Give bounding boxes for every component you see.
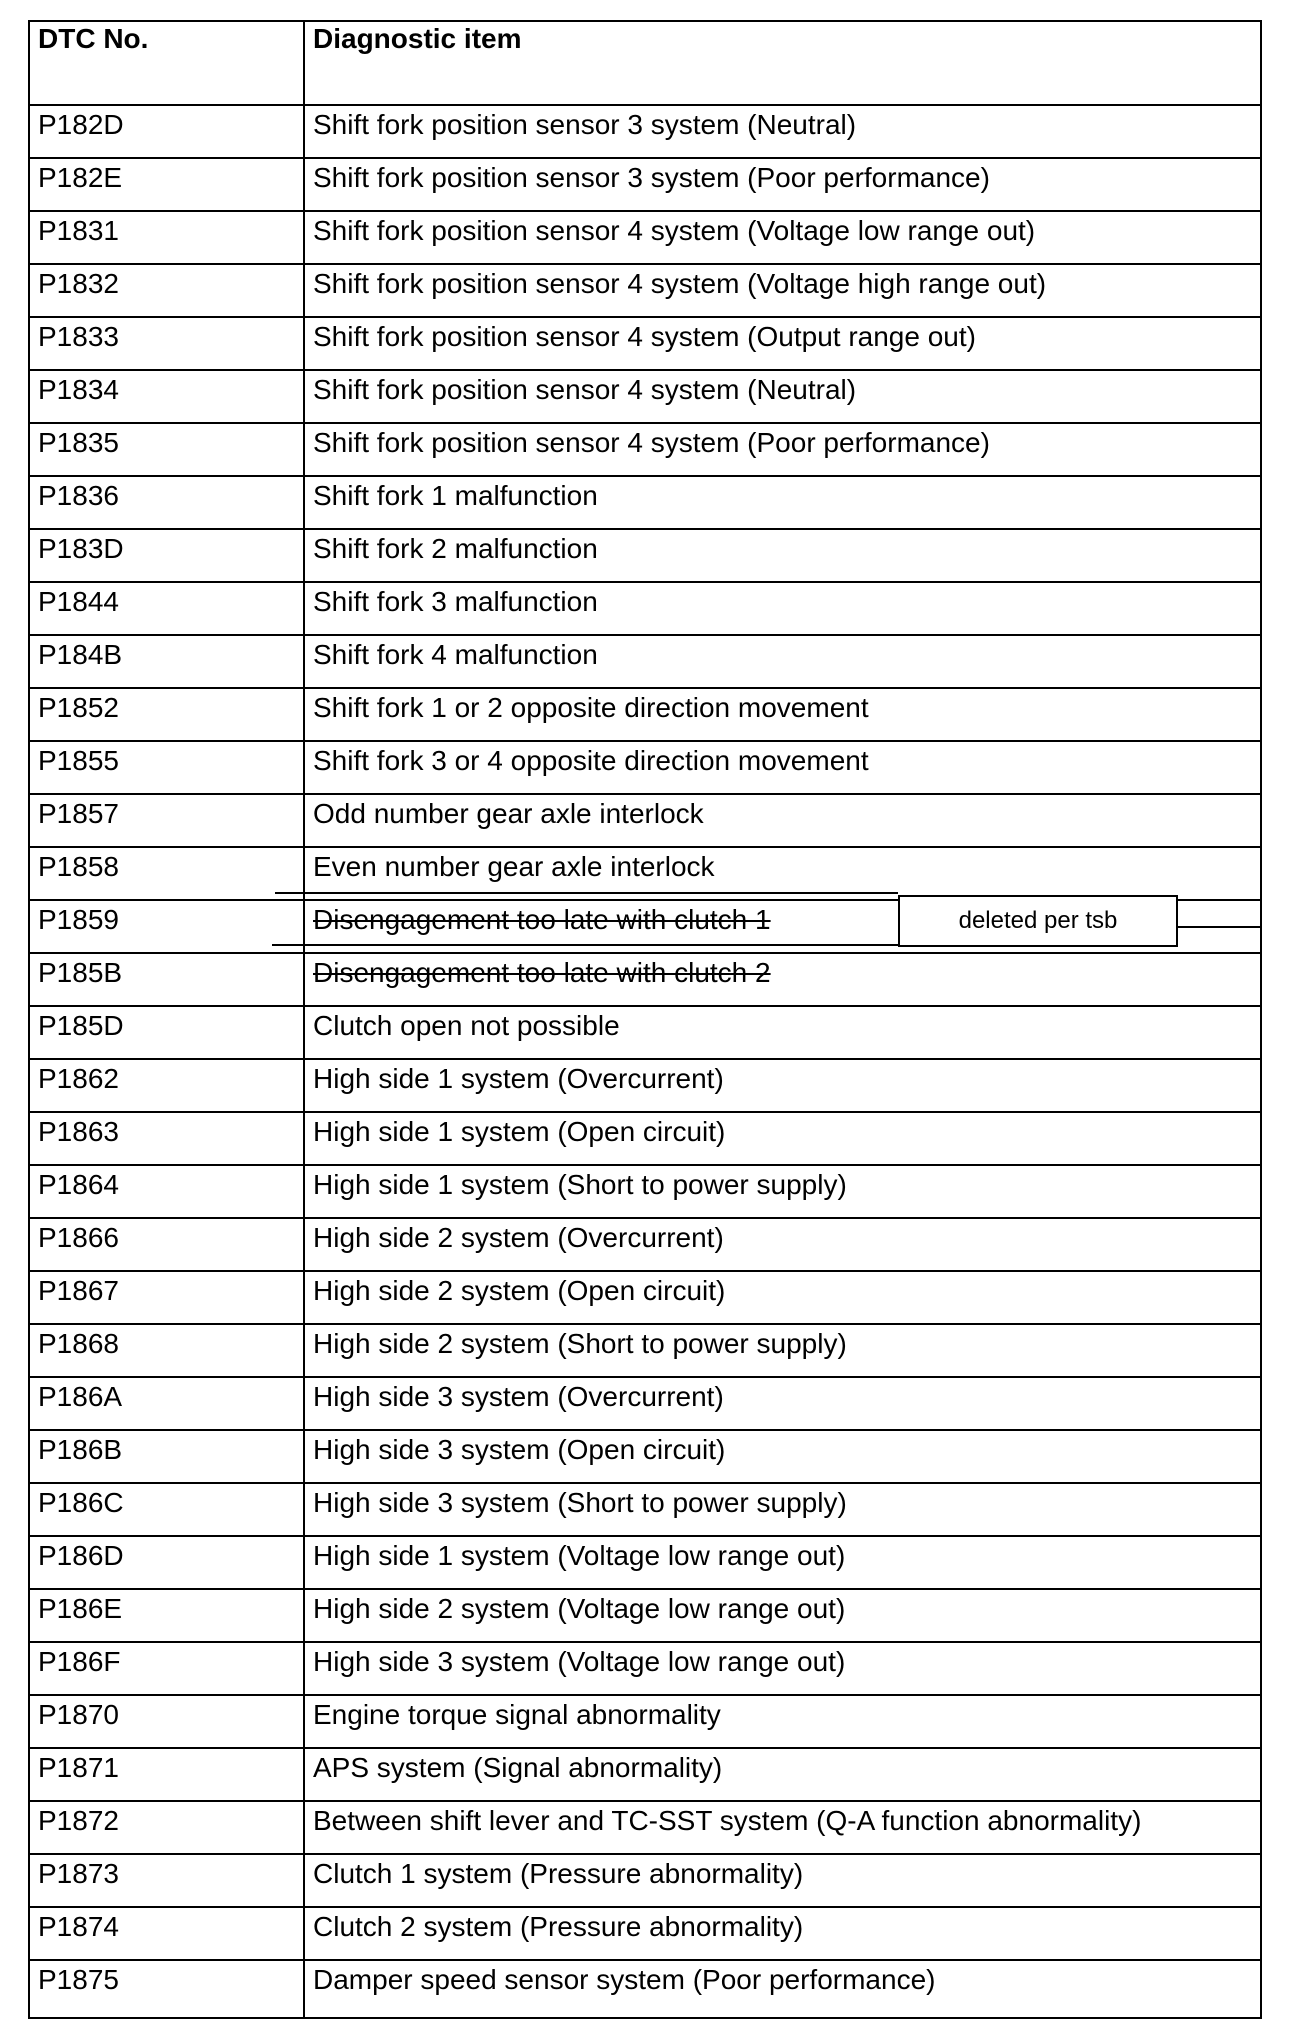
dtc-code-cell: P1866 <box>29 1218 304 1271</box>
diagnostic-item-cell-deleted: Disengagement too late with clutch 1 <box>304 900 1261 953</box>
table-row <box>29 1006 1261 1059</box>
diagnostic-item-cell: Shift fork position sensor 4 system (Neutral) <box>304 370 1261 423</box>
table-row <box>29 1271 1261 1324</box>
diagnostic-item-cell: Clutch 1 system (Pressure abnormality) <box>304 1854 1261 1907</box>
diagnostic-item-cell: Shift fork 3 malfunction <box>304 582 1261 635</box>
diagnostic-item-cell: High side 2 system (Short to power supply) <box>304 1324 1261 1377</box>
diagnostic-item-cell: Shift fork position sensor 4 system (Voltage low range out) <box>304 211 1261 264</box>
table-row <box>29 158 1261 211</box>
table-row <box>29 1854 1261 1907</box>
dtc-code-cell: P1874 <box>29 1907 304 1960</box>
dtc-code-cell: P1852 <box>29 688 304 741</box>
diagnostic-item-cell: High side 1 system (Short to power supply) <box>304 1165 1261 1218</box>
table-row <box>29 582 1261 635</box>
dtc-code-cell: P185D <box>29 1006 304 1059</box>
diagnostic-item-cell: Damper speed sensor system (Poor performance) <box>304 1960 1261 2018</box>
table-row <box>29 423 1261 476</box>
diagnostic-item-cell: High side 3 system (Overcurrent) <box>304 1377 1261 1430</box>
diagnostic-item-cell: High side 2 system (Open circuit) <box>304 1271 1261 1324</box>
table-row <box>29 1059 1261 1112</box>
diagnostic-item-cell: Even number gear axle interlock <box>304 847 1261 900</box>
dtc-code-cell: P1855 <box>29 741 304 794</box>
diagnostic-item-cell: High side 1 system (Overcurrent) <box>304 1059 1261 1112</box>
diagnostic-item-cell: Shift fork 4 malfunction <box>304 635 1261 688</box>
dtc-code-cell: P1863 <box>29 1112 304 1165</box>
dtc-code-cell: P1834 <box>29 370 304 423</box>
diagnostic-item-cell: High side 2 system (Overcurrent) <box>304 1218 1261 1271</box>
dtc-code-cell: P182D <box>29 105 304 158</box>
diagnostic-item-cell: Shift fork position sensor 3 system (Poor performance) <box>304 158 1261 211</box>
table-row <box>29 370 1261 423</box>
table-row <box>29 1907 1261 1960</box>
table-row <box>29 847 1261 900</box>
dtc-code-cell: P1870 <box>29 1695 304 1748</box>
dtc-code-cell: P1867 <box>29 1271 304 1324</box>
diagnostic-item-cell: High side 1 system (Voltage low range out) <box>304 1536 1261 1589</box>
diagnostic-item-cell: Shift fork 1 or 2 opposite direction movement <box>304 688 1261 741</box>
table-row <box>29 1801 1261 1854</box>
table-row <box>29 1112 1261 1165</box>
dtc-code-cell: P1832 <box>29 264 304 317</box>
diagnostic-item-cell: High side 3 system (Open circuit) <box>304 1430 1261 1483</box>
table-row <box>29 688 1261 741</box>
dtc-code-cell: P1875 <box>29 1960 304 2018</box>
table-row <box>29 1165 1261 1218</box>
table-row <box>29 741 1261 794</box>
table-row <box>29 1536 1261 1589</box>
table-row <box>29 1483 1261 1536</box>
diagnostic-item-cell: High side 2 system (Voltage low range out) <box>304 1589 1261 1642</box>
table-row <box>29 529 1261 582</box>
dtc-code-cell: P1858 <box>29 847 304 900</box>
table-row <box>29 476 1261 529</box>
table-row <box>29 317 1261 370</box>
diagnostic-item-cell: Shift fork 1 malfunction <box>304 476 1261 529</box>
diagnostic-item-cell-deleted: Disengagement too late with clutch 2 <box>304 953 1261 1006</box>
dtc-code-cell: P1859 <box>29 900 304 953</box>
dtc-code-cell: P186F <box>29 1642 304 1695</box>
deleted-per-tsb-note: deleted per tsb <box>898 895 1178 947</box>
diagnostic-item-cell: Shift fork position sensor 4 system (Voltage high range out) <box>304 264 1261 317</box>
dtc-code-cell: P185B <box>29 953 304 1006</box>
table-row <box>29 1642 1261 1695</box>
diagnostic-item-cell: High side 3 system (Voltage low range out) <box>304 1642 1261 1695</box>
dtc-code-cell: P183D <box>29 529 304 582</box>
dtc-code-cell: P1833 <box>29 317 304 370</box>
dtc-code-cell: P186B <box>29 1430 304 1483</box>
table-row <box>29 635 1261 688</box>
dtc-table <box>28 20 1262 2019</box>
header-dtc-no: DTC No. <box>29 21 304 105</box>
dtc-code-cell: P1872 <box>29 1801 304 1854</box>
table-row <box>29 1748 1261 1801</box>
diagnostic-item-cell: Shift fork position sensor 4 system (Output range out) <box>304 317 1261 370</box>
diagnostic-item-cell: Odd number gear axle interlock <box>304 794 1261 847</box>
diagnostic-item-cell: High side 1 system (Open circuit) <box>304 1112 1261 1165</box>
diagnostic-item-cell: Clutch open not possible <box>304 1006 1261 1059</box>
dtc-code-cell: P1864 <box>29 1165 304 1218</box>
table-row <box>29 953 1261 1006</box>
table-row <box>29 1324 1261 1377</box>
table-row <box>29 211 1261 264</box>
dtc-code-cell: P184B <box>29 635 304 688</box>
table-row <box>29 1695 1261 1748</box>
dtc-code-cell: P1835 <box>29 423 304 476</box>
dtc-code-cell: P186A <box>29 1377 304 1430</box>
dtc-code-cell: P1871 <box>29 1748 304 1801</box>
diagnostic-item-cell: Between shift lever and TC-SST system (Q-A function abnormality) <box>304 1801 1261 1854</box>
dtc-code-cell: P1862 <box>29 1059 304 1112</box>
dtc-code-cell: P1831 <box>29 211 304 264</box>
dtc-code-cell: P186D <box>29 1536 304 1589</box>
diagnostic-item-cell: High side 3 system (Short to power supply) <box>304 1483 1261 1536</box>
diagnostic-item-cell: Clutch 2 system (Pressure abnormality) <box>304 1907 1261 1960</box>
dtc-code-cell: P1868 <box>29 1324 304 1377</box>
table-row <box>29 794 1261 847</box>
table-body <box>29 105 1261 2018</box>
diagnostic-item-cell: Shift fork 3 or 4 opposite direction movement <box>304 741 1261 794</box>
table-row <box>29 264 1261 317</box>
diagnostic-item-cell: Shift fork position sensor 3 system (Neutral) <box>304 105 1261 158</box>
dtc-code-cell: P1873 <box>29 1854 304 1907</box>
table-header-row <box>29 21 1261 105</box>
dtc-code-cell: P186C <box>29 1483 304 1536</box>
dtc-code-cell: P1844 <box>29 582 304 635</box>
dtc-code-cell: P186E <box>29 1589 304 1642</box>
table-row <box>29 1960 1261 2018</box>
table-row <box>29 1589 1261 1642</box>
diagnostic-item-cell: Shift fork 2 malfunction <box>304 529 1261 582</box>
table-row <box>29 105 1261 158</box>
table-row <box>29 1430 1261 1483</box>
dtc-code-cell: P1857 <box>29 794 304 847</box>
table-row <box>29 1218 1261 1271</box>
dtc-code-cell: P1836 <box>29 476 304 529</box>
diagnostic-item-cell: Shift fork position sensor 4 system (Poor performance) <box>304 423 1261 476</box>
diagnostic-item-cell: APS system (Signal abnormality) <box>304 1748 1261 1801</box>
table-row <box>29 1377 1261 1430</box>
dtc-code-cell: P182E <box>29 158 304 211</box>
diagnostic-item-cell: Engine torque signal abnormality <box>304 1695 1261 1748</box>
header-diagnostic-item: Diagnostic item <box>304 21 1261 105</box>
